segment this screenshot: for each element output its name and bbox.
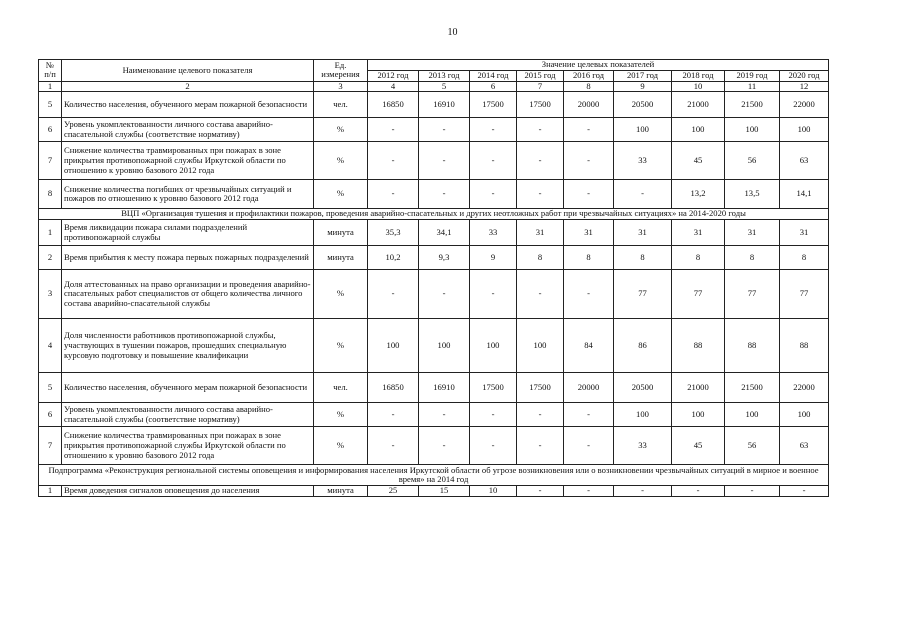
header-col-number-4: 5 bbox=[419, 81, 470, 92]
row-number: 3 bbox=[39, 270, 62, 319]
header-year-4: 2016 год bbox=[564, 71, 614, 82]
value-2017: 33 bbox=[614, 142, 672, 180]
value-2012: - bbox=[368, 142, 419, 180]
value-2020: 88 bbox=[780, 319, 829, 373]
row-number: 5 bbox=[39, 92, 62, 118]
value-2018: 21000 bbox=[672, 373, 725, 403]
header-col-number-2: 3 bbox=[314, 81, 368, 92]
table-row bbox=[39, 270, 829, 319]
value-2014: - bbox=[470, 118, 517, 142]
header-name: Наименование целевого показателя bbox=[62, 60, 314, 82]
value-2020: 22000 bbox=[780, 92, 829, 118]
value-2014: - bbox=[470, 142, 517, 180]
header-col-number-0: 1 bbox=[39, 81, 62, 92]
value-2019: 56 bbox=[725, 427, 780, 465]
value-2016: 8 bbox=[564, 246, 614, 270]
value-2016: 20000 bbox=[564, 92, 614, 118]
value-2016: - bbox=[564, 270, 614, 319]
value-2018: 77 bbox=[672, 270, 725, 319]
value-2018: 13,2 bbox=[672, 180, 725, 209]
row-number: 2 bbox=[39, 246, 62, 270]
value-2020: 100 bbox=[780, 118, 829, 142]
value-2012: - bbox=[368, 403, 419, 427]
value-2014: 17500 bbox=[470, 373, 517, 403]
value-2017: 100 bbox=[614, 403, 672, 427]
value-2018: 8 bbox=[672, 246, 725, 270]
value-2012: 25 bbox=[368, 486, 419, 497]
value-2016: - bbox=[564, 118, 614, 142]
header-col-number-3: 4 bbox=[368, 81, 419, 92]
value-2014: - bbox=[470, 180, 517, 209]
value-2019: 56 bbox=[725, 142, 780, 180]
value-2017: 33 bbox=[614, 427, 672, 465]
value-2015: - bbox=[517, 486, 564, 497]
value-2019: 100 bbox=[725, 118, 780, 142]
value-2020: - bbox=[780, 486, 829, 497]
value-2018: 45 bbox=[672, 142, 725, 180]
table-row bbox=[39, 92, 829, 118]
page-number: 10 bbox=[447, 27, 458, 38]
indicator-name: Доля аттестованных на право организации и проведения аварийно-спасательных работ специалистов от общего количества личного состава аварийно-спасательной службы bbox=[62, 270, 314, 319]
value-2013: 9,3 bbox=[419, 246, 470, 270]
unit-of-measure: чел. bbox=[314, 92, 368, 118]
header-column-numbers-row bbox=[39, 81, 829, 92]
row-number: 8 bbox=[39, 180, 62, 209]
value-2013: 100 bbox=[419, 319, 470, 373]
header-col-number-6: 7 bbox=[517, 81, 564, 92]
value-2016: 31 bbox=[564, 220, 614, 246]
value-2014: 100 bbox=[470, 319, 517, 373]
value-2016: - bbox=[564, 403, 614, 427]
value-2013: - bbox=[419, 270, 470, 319]
value-2015: - bbox=[517, 142, 564, 180]
indicator-name: Количество населения, обученного мерам пожарной безопасности bbox=[62, 373, 314, 403]
indicator-name: Доля численности работников противопожарной службы, участвующих в тушении пожаров, прошедших специальную курсовую подготовку и повышение квалификации bbox=[62, 319, 314, 373]
value-2013: 15 bbox=[419, 486, 470, 497]
header-year-3: 2015 год bbox=[517, 71, 564, 82]
header-year-2: 2014 год bbox=[470, 71, 517, 82]
target-indicators-table bbox=[38, 59, 829, 497]
header-year-6: 2018 год bbox=[672, 71, 725, 82]
table-row bbox=[39, 118, 829, 142]
value-2018: - bbox=[672, 486, 725, 497]
value-2015: 31 bbox=[517, 220, 564, 246]
unit-of-measure: минута bbox=[314, 486, 368, 497]
value-2016: - bbox=[564, 142, 614, 180]
indicator-name: Время прибытия к месту пожара первых пожарных подразделений bbox=[62, 246, 314, 270]
header-year-1: 2013 год bbox=[419, 71, 470, 82]
value-2013: - bbox=[419, 427, 470, 465]
value-2020: 8 bbox=[780, 246, 829, 270]
header-year-5: 2017 год bbox=[614, 71, 672, 82]
value-2017: 20500 bbox=[614, 92, 672, 118]
indicator-name: Снижение количества погибших от чрезвычайных ситуаций и пожаров по отношению к уровню базового 2012 года bbox=[62, 180, 314, 209]
value-2017: 77 bbox=[614, 270, 672, 319]
indicator-name: Снижение количества травмированных при пожарах в зоне прикрытия противопожарной службы Иркутской области по отношению к уровню базового 2012 года bbox=[62, 142, 314, 180]
value-2020: 31 bbox=[780, 220, 829, 246]
unit-of-measure: чел. bbox=[314, 373, 368, 403]
unit-of-measure: % bbox=[314, 319, 368, 373]
table-row bbox=[39, 486, 829, 497]
table-row bbox=[39, 427, 829, 465]
value-2019: 88 bbox=[725, 319, 780, 373]
header-row-1 bbox=[39, 60, 829, 71]
table-row bbox=[39, 142, 829, 180]
value-2016: 20000 bbox=[564, 373, 614, 403]
section-vcp-fire-fighting bbox=[39, 209, 829, 220]
value-2018: 100 bbox=[672, 403, 725, 427]
value-2013: 34,1 bbox=[419, 220, 470, 246]
value-2012: 16850 bbox=[368, 373, 419, 403]
value-2017: 100 bbox=[614, 118, 672, 142]
table-row bbox=[39, 403, 829, 427]
value-2014: 9 bbox=[470, 246, 517, 270]
value-2015: - bbox=[517, 180, 564, 209]
row-number: 7 bbox=[39, 427, 62, 465]
row-number: 1 bbox=[39, 220, 62, 246]
value-2019: 77 bbox=[725, 270, 780, 319]
value-2013: 16910 bbox=[419, 373, 470, 403]
header-col-number-5: 6 bbox=[470, 81, 517, 92]
value-2019: - bbox=[725, 486, 780, 497]
value-2012: - bbox=[368, 180, 419, 209]
value-2013: - bbox=[419, 403, 470, 427]
value-2015: 17500 bbox=[517, 92, 564, 118]
value-2015: 100 bbox=[517, 319, 564, 373]
value-2013: - bbox=[419, 180, 470, 209]
value-2013: 16910 bbox=[419, 92, 470, 118]
unit-of-measure: % bbox=[314, 142, 368, 180]
value-2017: 20500 bbox=[614, 373, 672, 403]
header-year-8: 2020 год bbox=[780, 71, 829, 82]
header-col-number-8: 9 bbox=[614, 81, 672, 92]
value-2016: - bbox=[564, 486, 614, 497]
indicator-name: Время доведения сигналов оповещения до населения bbox=[62, 486, 314, 497]
value-2013: - bbox=[419, 142, 470, 180]
table-row bbox=[39, 246, 829, 270]
value-2012: 10,2 bbox=[368, 246, 419, 270]
value-2020: 63 bbox=[780, 142, 829, 180]
header-values-group: Значение целевых показателей bbox=[368, 60, 829, 71]
value-2019: 100 bbox=[725, 403, 780, 427]
row-number: 4 bbox=[39, 319, 62, 373]
unit-of-measure: минута bbox=[314, 246, 368, 270]
unit-of-measure: % bbox=[314, 403, 368, 427]
row-number: 1 bbox=[39, 486, 62, 497]
header-num: № п/п bbox=[39, 60, 62, 82]
value-2020: 14,1 bbox=[780, 180, 829, 209]
section-subprogram-warning-system bbox=[39, 465, 829, 486]
value-2015: 8 bbox=[517, 246, 564, 270]
value-2015: - bbox=[517, 270, 564, 319]
value-2015: 17500 bbox=[517, 373, 564, 403]
value-2014: 17500 bbox=[470, 92, 517, 118]
row-number: 6 bbox=[39, 403, 62, 427]
value-2018: 31 bbox=[672, 220, 725, 246]
value-2015: - bbox=[517, 427, 564, 465]
value-2016: - bbox=[564, 180, 614, 209]
value-2014: - bbox=[470, 270, 517, 319]
value-2015: - bbox=[517, 118, 564, 142]
value-2014: - bbox=[470, 427, 517, 465]
header-unit: Ед. измерения bbox=[314, 60, 368, 82]
value-2018: 45 bbox=[672, 427, 725, 465]
value-2017: - bbox=[614, 180, 672, 209]
value-2018: 21000 bbox=[672, 92, 725, 118]
value-2014: - bbox=[470, 403, 517, 427]
value-2016: - bbox=[564, 427, 614, 465]
unit-of-measure: % bbox=[314, 270, 368, 319]
table-row bbox=[39, 220, 829, 246]
value-2020: 22000 bbox=[780, 373, 829, 403]
value-2012: - bbox=[368, 270, 419, 319]
value-2017: 8 bbox=[614, 246, 672, 270]
header-col-number-11: 12 bbox=[780, 81, 829, 92]
value-2019: 21500 bbox=[725, 373, 780, 403]
value-2013: - bbox=[419, 118, 470, 142]
table-row bbox=[39, 319, 829, 373]
value-2017: 31 bbox=[614, 220, 672, 246]
indicator-name: Уровень укомплектованности личного состава аварийно-спасательной службы (соответствие нормативу) bbox=[62, 118, 314, 142]
value-2018: 100 bbox=[672, 118, 725, 142]
header-year-0: 2012 год bbox=[368, 71, 419, 82]
value-2012: - bbox=[368, 427, 419, 465]
value-2017: 86 bbox=[614, 319, 672, 373]
header-col-number-1: 2 bbox=[62, 81, 314, 92]
indicator-name: Время ликвидации пожара силами подразделений противопожарной службы bbox=[62, 220, 314, 246]
section-subprogram-warning-system-title: Подпрограмма «Реконструкция региональной системы оповещения и информирования населения Иркутской области об угрозе возникновения или о возникновении чрезвычайных ситуаций в мирное и военное время» на 2014 год bbox=[39, 465, 829, 486]
value-2012: - bbox=[368, 118, 419, 142]
unit-of-measure: % bbox=[314, 180, 368, 209]
value-2012: 100 bbox=[368, 319, 419, 373]
header-col-number-9: 10 bbox=[672, 81, 725, 92]
row-number: 6 bbox=[39, 118, 62, 142]
header-col-number-7: 8 bbox=[564, 81, 614, 92]
value-2019: 8 bbox=[725, 246, 780, 270]
value-2020: 100 bbox=[780, 403, 829, 427]
section-vcp-fire-fighting-title: ВЦП «Организация тушения и профилактики пожаров, проведения аварийно-спасательных и других неотложных работ при чрезвычайных ситуациях» на 2014-2020 годы bbox=[39, 209, 829, 220]
value-2017: - bbox=[614, 486, 672, 497]
value-2016: 84 bbox=[564, 319, 614, 373]
header-year-7: 2019 год bbox=[725, 71, 780, 82]
value-2012: 16850 bbox=[368, 92, 419, 118]
value-2020: 77 bbox=[780, 270, 829, 319]
value-2020: 63 bbox=[780, 427, 829, 465]
value-2014: 10 bbox=[470, 486, 517, 497]
unit-of-measure: % bbox=[314, 427, 368, 465]
table-row bbox=[39, 180, 829, 209]
value-2019: 21500 bbox=[725, 92, 780, 118]
row-number: 7 bbox=[39, 142, 62, 180]
unit-of-measure: минута bbox=[314, 220, 368, 246]
table-row bbox=[39, 373, 829, 403]
indicator-name: Количество населения, обученного мерам пожарной безопасности bbox=[62, 92, 314, 118]
unit-of-measure: % bbox=[314, 118, 368, 142]
value-2018: 88 bbox=[672, 319, 725, 373]
value-2014: 33 bbox=[470, 220, 517, 246]
indicator-name: Уровень укомплектованности личного состава аварийно-спасательной службы (соответствие нормативу) bbox=[62, 403, 314, 427]
row-number: 5 bbox=[39, 373, 62, 403]
header-col-number-10: 11 bbox=[725, 81, 780, 92]
value-2019: 13,5 bbox=[725, 180, 780, 209]
value-2015: - bbox=[517, 403, 564, 427]
value-2019: 31 bbox=[725, 220, 780, 246]
value-2012: 35,3 bbox=[368, 220, 419, 246]
indicator-name: Снижение количества травмированных при пожарах в зоне прикрытия противопожарной службы Иркутской области по отношению к уровню базового 2012 года bbox=[62, 427, 314, 465]
